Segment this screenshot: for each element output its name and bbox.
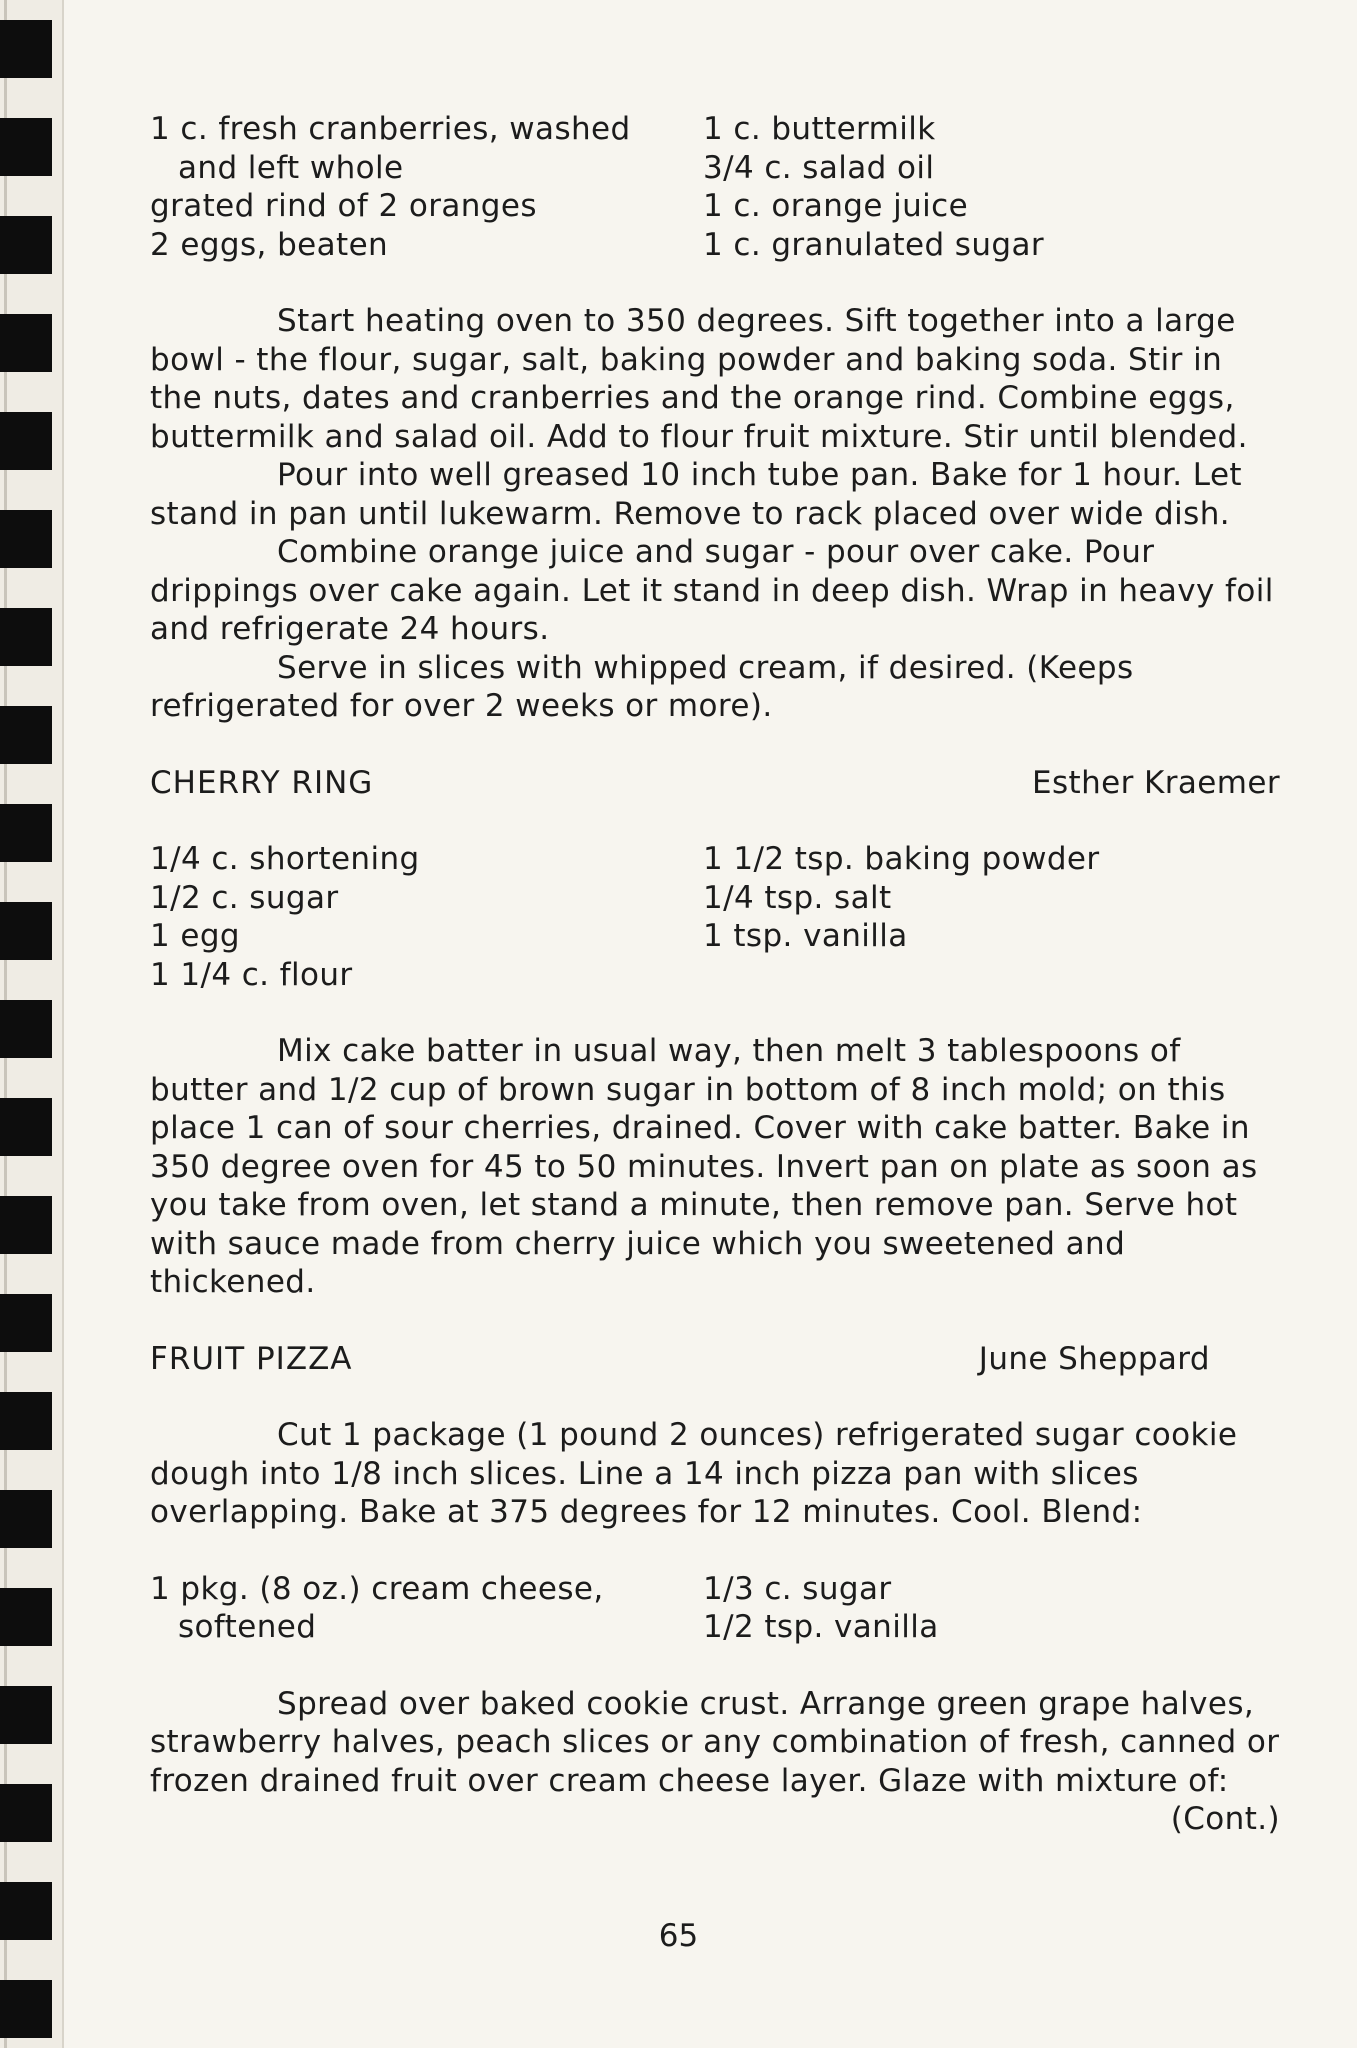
binding-hole (0, 20, 52, 78)
recipe-header (150, 1340, 1280, 1379)
directions-paragraph: Spread over baked cookie crust. Arrange green grape halves, strawberry halves, peach slices or any combination of fresh, canned or frozen drained fruit over cream cheese layer. Glaze with mixture of: (150, 1685, 1280, 1799)
ingredient: grated rind of 2 oranges (150, 188, 537, 224)
binding-hole (0, 1294, 52, 1352)
ingredient: 1 c. granulated sugar (703, 226, 1045, 263)
binding-hole (0, 1490, 52, 1548)
binding-hole (0, 314, 52, 372)
ingredient: 1/3 c. sugar (703, 1570, 892, 1607)
ingredient: 1 c. buttermilk (703, 111, 936, 147)
ingredient: 1/2 c. sugar (150, 879, 339, 916)
continued-note: (Cont.) (1170, 1801, 1280, 1837)
ingredient: 1 1/4 c. flour (150, 956, 353, 993)
ingredient: 1 1/2 tsp. baking powder (703, 841, 1100, 877)
binding-hole (0, 1784, 52, 1842)
binding-hole (0, 1392, 52, 1450)
ingredient: softened (178, 1609, 317, 1645)
directions-paragraph: Serve in slices with whipped cream, if desired. (Keeps refrigerated for over 2 weeks or more). (150, 649, 1134, 724)
directions-paragraph: Cut 1 package (1 pound 2 ounces) refrigerated sugar cookie dough into 1/8 inch slices. Line a 14 inch pizza pan with slices overlapping. Bake at 375 degrees for 12 minutes. Cool. Blend: (150, 1417, 1238, 1530)
ingredient: 1 tsp. vanilla (703, 918, 908, 954)
directions-paragraph: Pour into well greased 10 inch tube pan. Bake for 1 hour. Let stand in pan until lukewarm. Remove to rack placed over wide dish. (150, 457, 1242, 532)
ingredient: 1/4 c. shortening (150, 841, 420, 877)
recipe-title: CHERRY RING (150, 764, 374, 801)
recipe-author: Esther Kraemer (1032, 764, 1280, 801)
page-number: 65 (658, 1918, 699, 1954)
recipe-title: FRUIT PIZZA (150, 1340, 353, 1377)
directions-paragraph: Start heating oven to 350 degrees. Sift together into a large bowl - the flour, sugar, salt, baking powder and baking soda. Stir in the nuts, dates and cranberries and the orange rind. Combine eggs, buttermilk and salad oil. Add to flour fruit mixture. Stir until blended. (150, 303, 1248, 455)
binding-hole (0, 1980, 52, 2038)
binding-hole (0, 1000, 52, 1058)
binding-hole (0, 1686, 52, 1744)
recipe-content (150, 110, 1280, 1839)
ingredient-list (150, 110, 1280, 264)
binding-hole (0, 412, 52, 470)
ingredient: 1 c. fresh cranberries, washed (150, 111, 631, 147)
spiral-binding (0, 0, 64, 2048)
binding-hole (0, 1098, 52, 1156)
binding-hole (0, 1196, 52, 1254)
ingredient: 1/4 tsp. salt (703, 879, 892, 916)
ingredient: and left whole (178, 149, 404, 186)
directions-paragraph: Combine orange juice and sugar - pour over cake. Pour drippings over cake again. Let it stand in deep dish. Wrap in heavy foil and refrigerate 24 hours. (150, 534, 1274, 647)
recipe-author: June Sheppard (978, 1340, 1210, 1377)
ingredient-list (150, 1570, 1280, 1647)
binding-hole (0, 804, 52, 862)
ingredient: 3/4 c. salad oil (703, 149, 935, 186)
binding-hole (0, 216, 52, 274)
binding-hole (0, 510, 52, 568)
binding-hole (0, 608, 52, 666)
ingredient: 1/2 tsp. vanilla (703, 1609, 939, 1645)
ingredient: 2 eggs, beaten (150, 226, 389, 263)
binding-hole (0, 1588, 52, 1646)
ingredient: 1 egg (150, 918, 241, 954)
binding-hole (0, 118, 52, 176)
ingredient-list (150, 840, 1280, 994)
ingredient: 1 pkg. (8 oz.) cream cheese, (150, 1570, 604, 1607)
ingredient: 1 c. orange juice (703, 188, 969, 224)
recipe-header (150, 764, 1280, 803)
directions-paragraph: Mix cake batter in usual way, then melt 3 tablespoons of butter and 1/2 cup of brown sugar in bottom of 8 inch mold; on this place 1 can of sour cherries, drained. Cover with cake batter. Bake in 350 degree oven for 45 to 50 minutes. Invert pan on plate as soon as you take from oven, let stand a minute, then remove pan. Serve hot with sauce made from cherry juice which you sweetened and thickened. (150, 1033, 1258, 1300)
binding-hole (0, 902, 52, 960)
binding-hole (0, 706, 52, 764)
